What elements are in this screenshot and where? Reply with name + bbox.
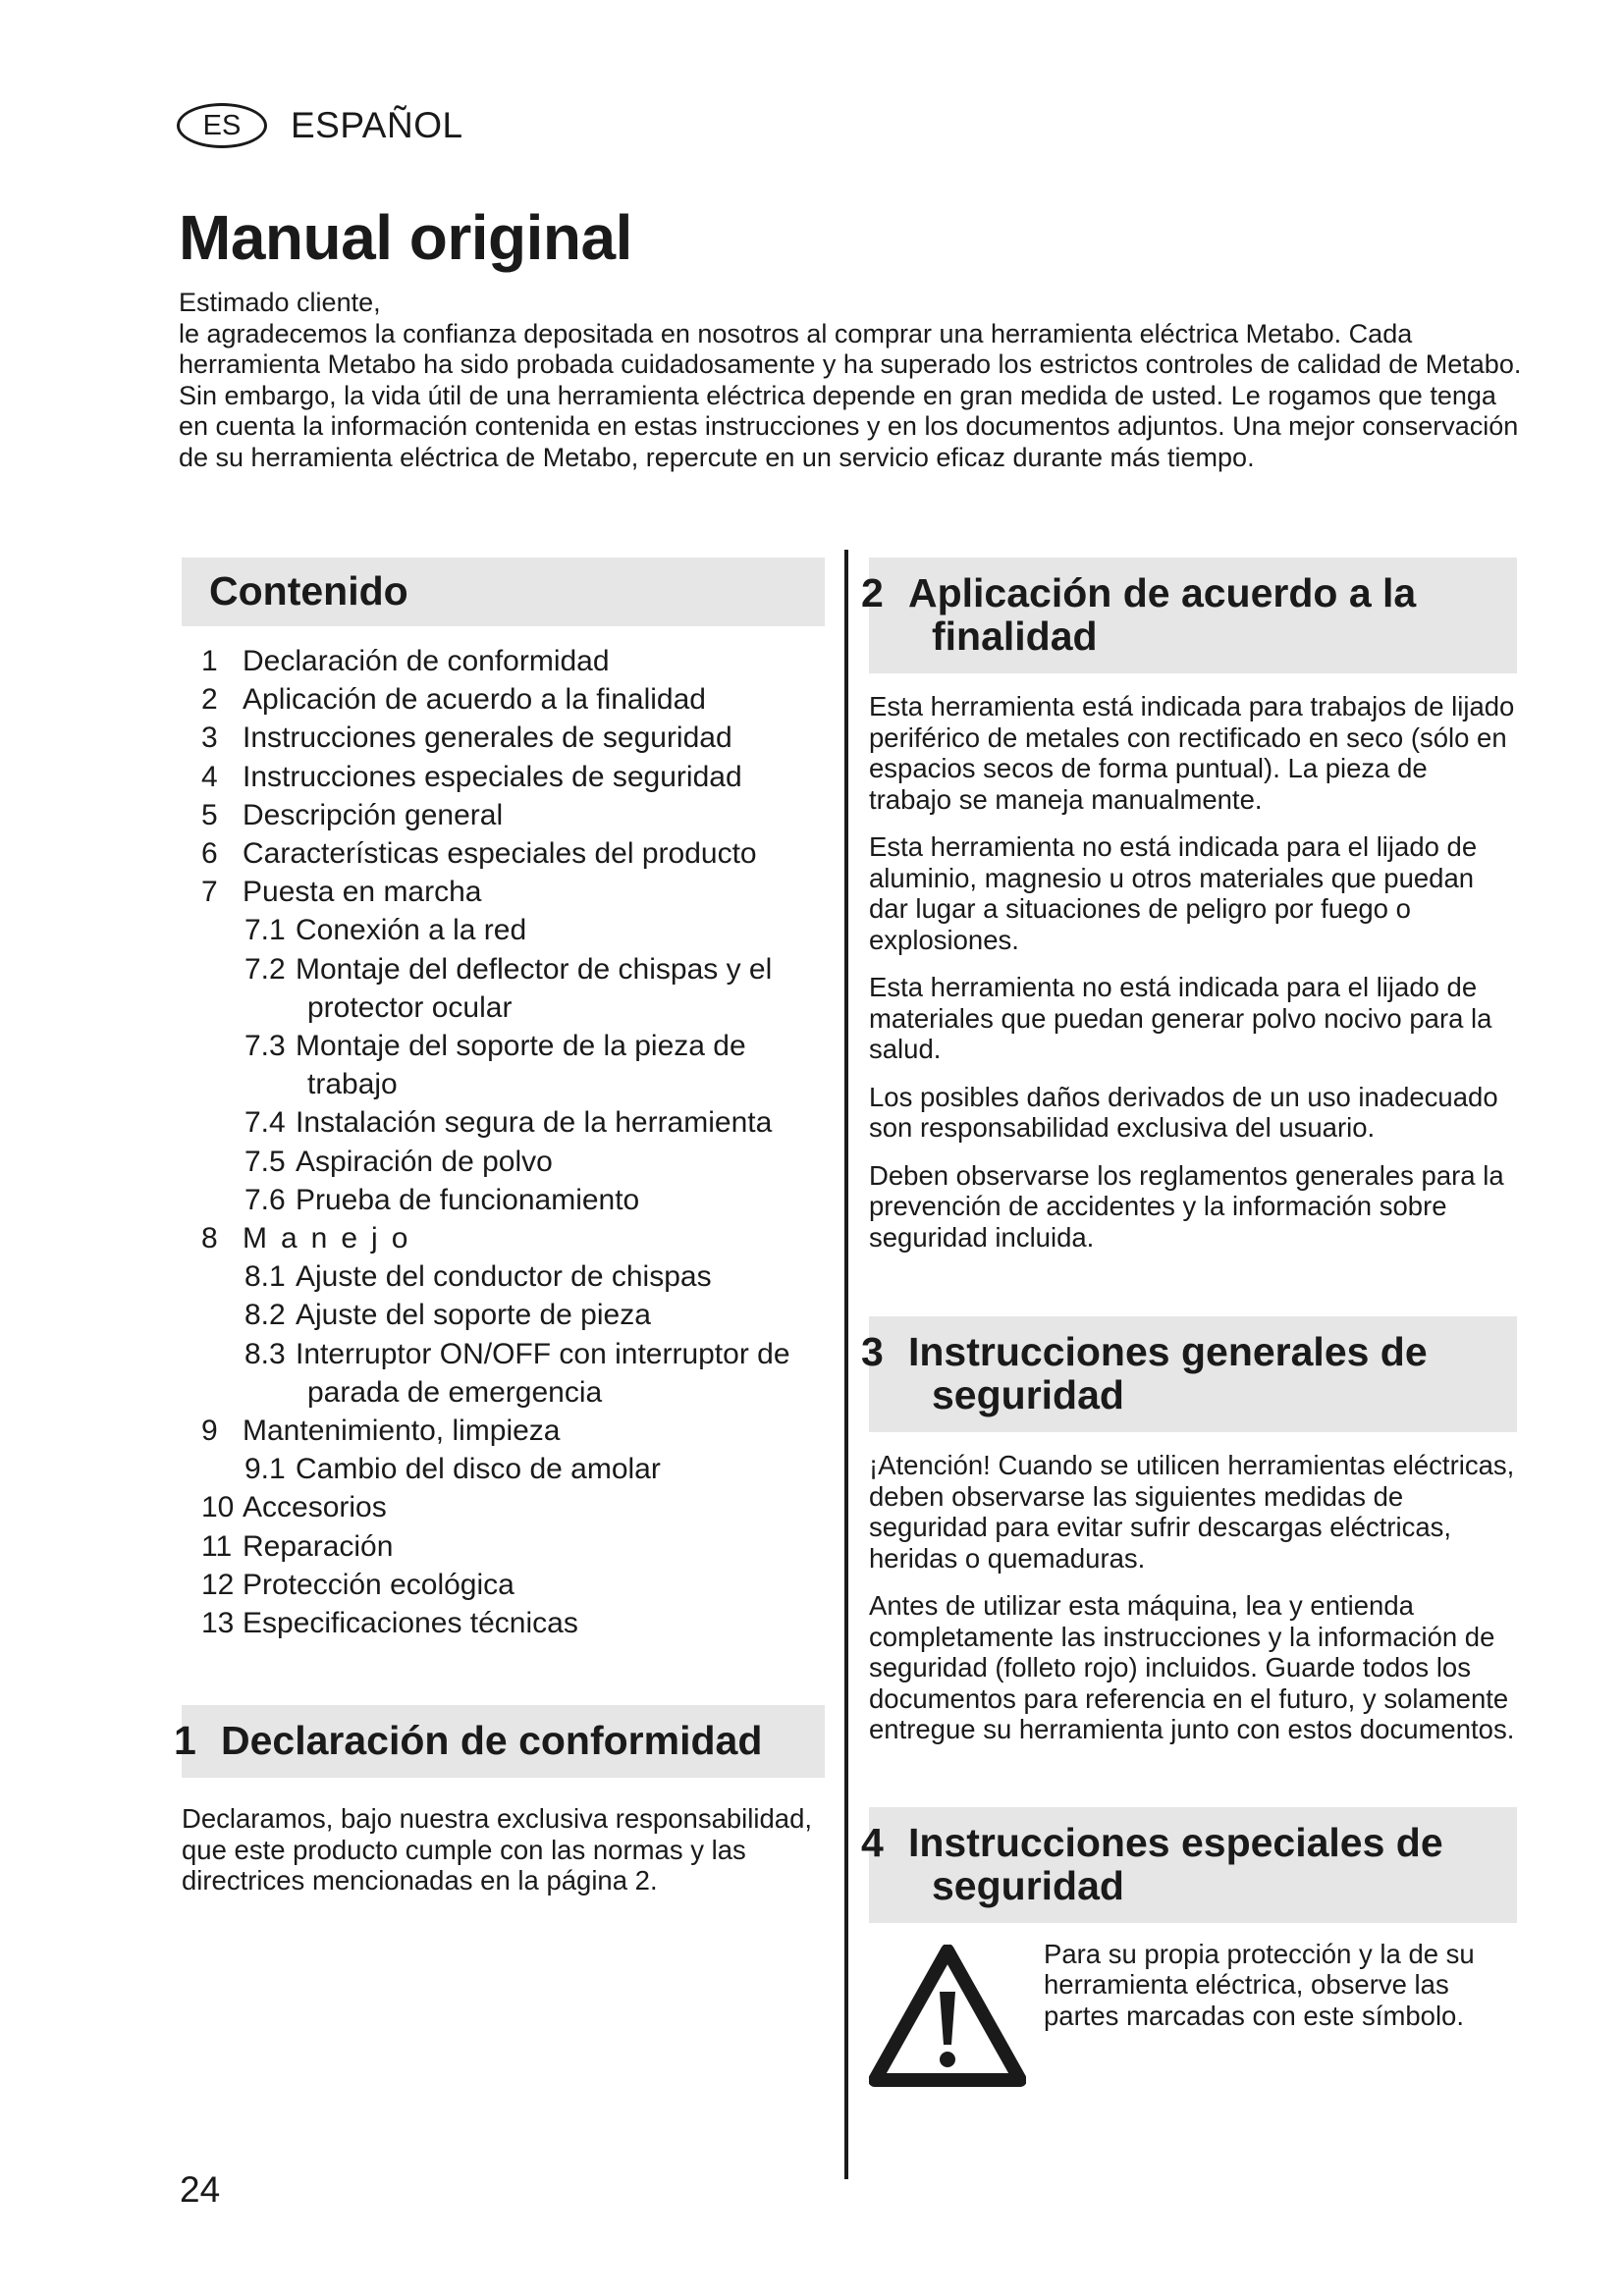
toc-subitem[interactable]: 7.2 Montaje del deflector de chispas y el protector ocular [244,952,773,1024]
section-2-paragraph-3: Esta herramienta no está indicada para el lijado de materiales que puedan generar polvo nocivo para la salud. [869,972,1492,1064]
toc-subitem[interactable]: 7.5 Aspiración de polvo [244,1145,553,1178]
toc-subitem[interactable]: 7.6 Prueba de funcionamiento [244,1183,640,1216]
toc-item[interactable]: 6 Características especiales del producto [201,837,757,871]
toc-heading-text: Contenido [209,568,408,614]
left-column [174,558,825,1913]
toc-item[interactable]: 3 Instrucciones generales de seguridad [201,721,732,755]
column-divider [844,550,848,2179]
section-3-heading: 3 Instrucciones generales de seguridad [869,1316,1517,1432]
toc-subitem[interactable]: 7.4 Instalación segura de la herramienta [244,1106,773,1140]
toc-item[interactable]: 8 Manejo [201,1222,422,1255]
right-column [861,558,1517,2093]
section-2-paragraph-4: Los posibles daños derivados de un uso inadecuado son responsabilidad exclusiva del usuario. [869,1081,1498,1143]
table-of-contents [182,642,825,1642]
section-3-title: Instrucciones generales de seguridad [908,1329,1428,1417]
section-4-paragraph: Para su propia protección y la de su herramienta eléctrica, observe las partes marcadas con este símbolo. [1044,1938,1475,2031]
toc-item[interactable]: 5 Descripción general [201,798,504,831]
toc-item[interactable]: 10 Accesorios [201,1491,387,1524]
section-3-paragraph-1: ¡Atención! Cuando se utilicen herramientas eléctricas, deben observarse las siguientes medidas de seguridad para evitar sufrir descargas eléctricas, heridas o quemaduras. [869,1450,1515,1574]
page-number: 24 [180,2169,221,2210]
toc-heading [182,558,825,626]
section-1-paragraph: Declaramos, bajo nuestra exclusiva responsabilidad, que este producto cumple con las normas y las directrices mencionadas en la página 2. [182,1803,813,1896]
section-4-title: Instrucciones especiales de seguridad [908,1819,1443,1908]
section-4-heading: 4 Instrucciones especiales de seguridad [869,1807,1517,1923]
section-2-title: Aplicación de acuerdo a la finalidad [908,570,1417,659]
warning-triangle-icon [869,1945,1036,2093]
language-name: ESPAÑOL [291,105,463,145]
section-2-heading: 2 Aplicación de acuerdo a la finalidad [869,558,1517,673]
toc-subitem[interactable]: 8.1 Ajuste del conductor de chispas [244,1260,712,1294]
section-2-paragraph-1: Esta herramienta está indicada para trabajos de lijado periférico de metales con rectificado en seco (sólo en espacios secos de forma puntual). La pieza de trabajo se maneja manualmente. [869,691,1515,815]
warning-notice [869,1938,1517,2093]
section-1-title: Declaración de conformidad [221,1718,763,1764]
toc-item[interactable]: 1 Declaración de conformidad [201,645,610,677]
section-2-paragraph-2: Esta herramienta no está indicada para el lijado de aluminio, magnesio u otros materiales que puedan dar lugar a situaciones de peligro por fuego o explosiones. [869,831,1478,955]
page-title: Manual original [179,202,632,273]
toc-item[interactable]: 7 Puesta en marcha [201,876,482,909]
section-1-heading: 1 Declaración de conformidad [182,1705,825,1778]
section-2-paragraph-5: Deben observarse los reglamentos generales para la prevención de accidentes y la información sobre seguridad incluida. [869,1159,1504,1253]
toc-item[interactable]: 13 Especificaciones técnicas [201,1607,578,1640]
intro-greeting: Estimado cliente, [179,288,381,317]
toc-item[interactable]: 12 Protección ecológica [201,1568,514,1601]
toc-item[interactable]: 4 Instrucciones especiales de seguridad [201,760,742,793]
intro-body: le agradecemos la confianza depositada en nosotros al comprar una herramienta eléctrica Metabo. Cada herramienta Metabo ha sido probada cuidadosamente y ha superado los estrictos controles de calidad de Metabo. Sin embargo, la vida útil de una herramienta eléctrica depende en gran medida de usted. Le rogamos que tenga en cuenta la información contenida en estas instrucciones y en los documentos adjuntos. Una mejor conservación de su herramienta eléctrica de Metabo, repercute en un servicio eficaz durante más tiempo. [179,318,1522,472]
toc-subitem[interactable]: 9.1 Cambio del disco de amolar [244,1453,661,1486]
language-code-badge: ES [177,103,267,148]
intro-text [179,288,1524,473]
toc-subitem[interactable]: 7.1 Conexión a la red [244,914,527,947]
toc-item[interactable]: 9 Mantenimiento, limpieza [201,1415,561,1448]
toc-subitem[interactable]: 8.2 Ajuste del soporte de pieza [244,1299,651,1332]
toc-item[interactable]: 11 Reparación [201,1529,394,1563]
toc-subitem[interactable]: 8.3 Interruptor ON/OFF con interruptor de parada de emergencia [244,1337,790,1409]
toc-item[interactable]: 2 Aplicación de acuerdo a la finalidad [201,683,706,717]
language-header [177,103,463,148]
section-3-paragraph-2: Antes de utilizar esta máquina, lea y entienda completamente las instrucciones y la información de seguridad (folleto rojo) incluidos. Guarde todos los documentos para referencia en el futuro, y solamente entregue su herramienta junto con estos documentos. [869,1590,1515,1744]
toc-subitem[interactable]: 7.3 Montaje del soporte de la pieza de trabajo [244,1030,746,1101]
